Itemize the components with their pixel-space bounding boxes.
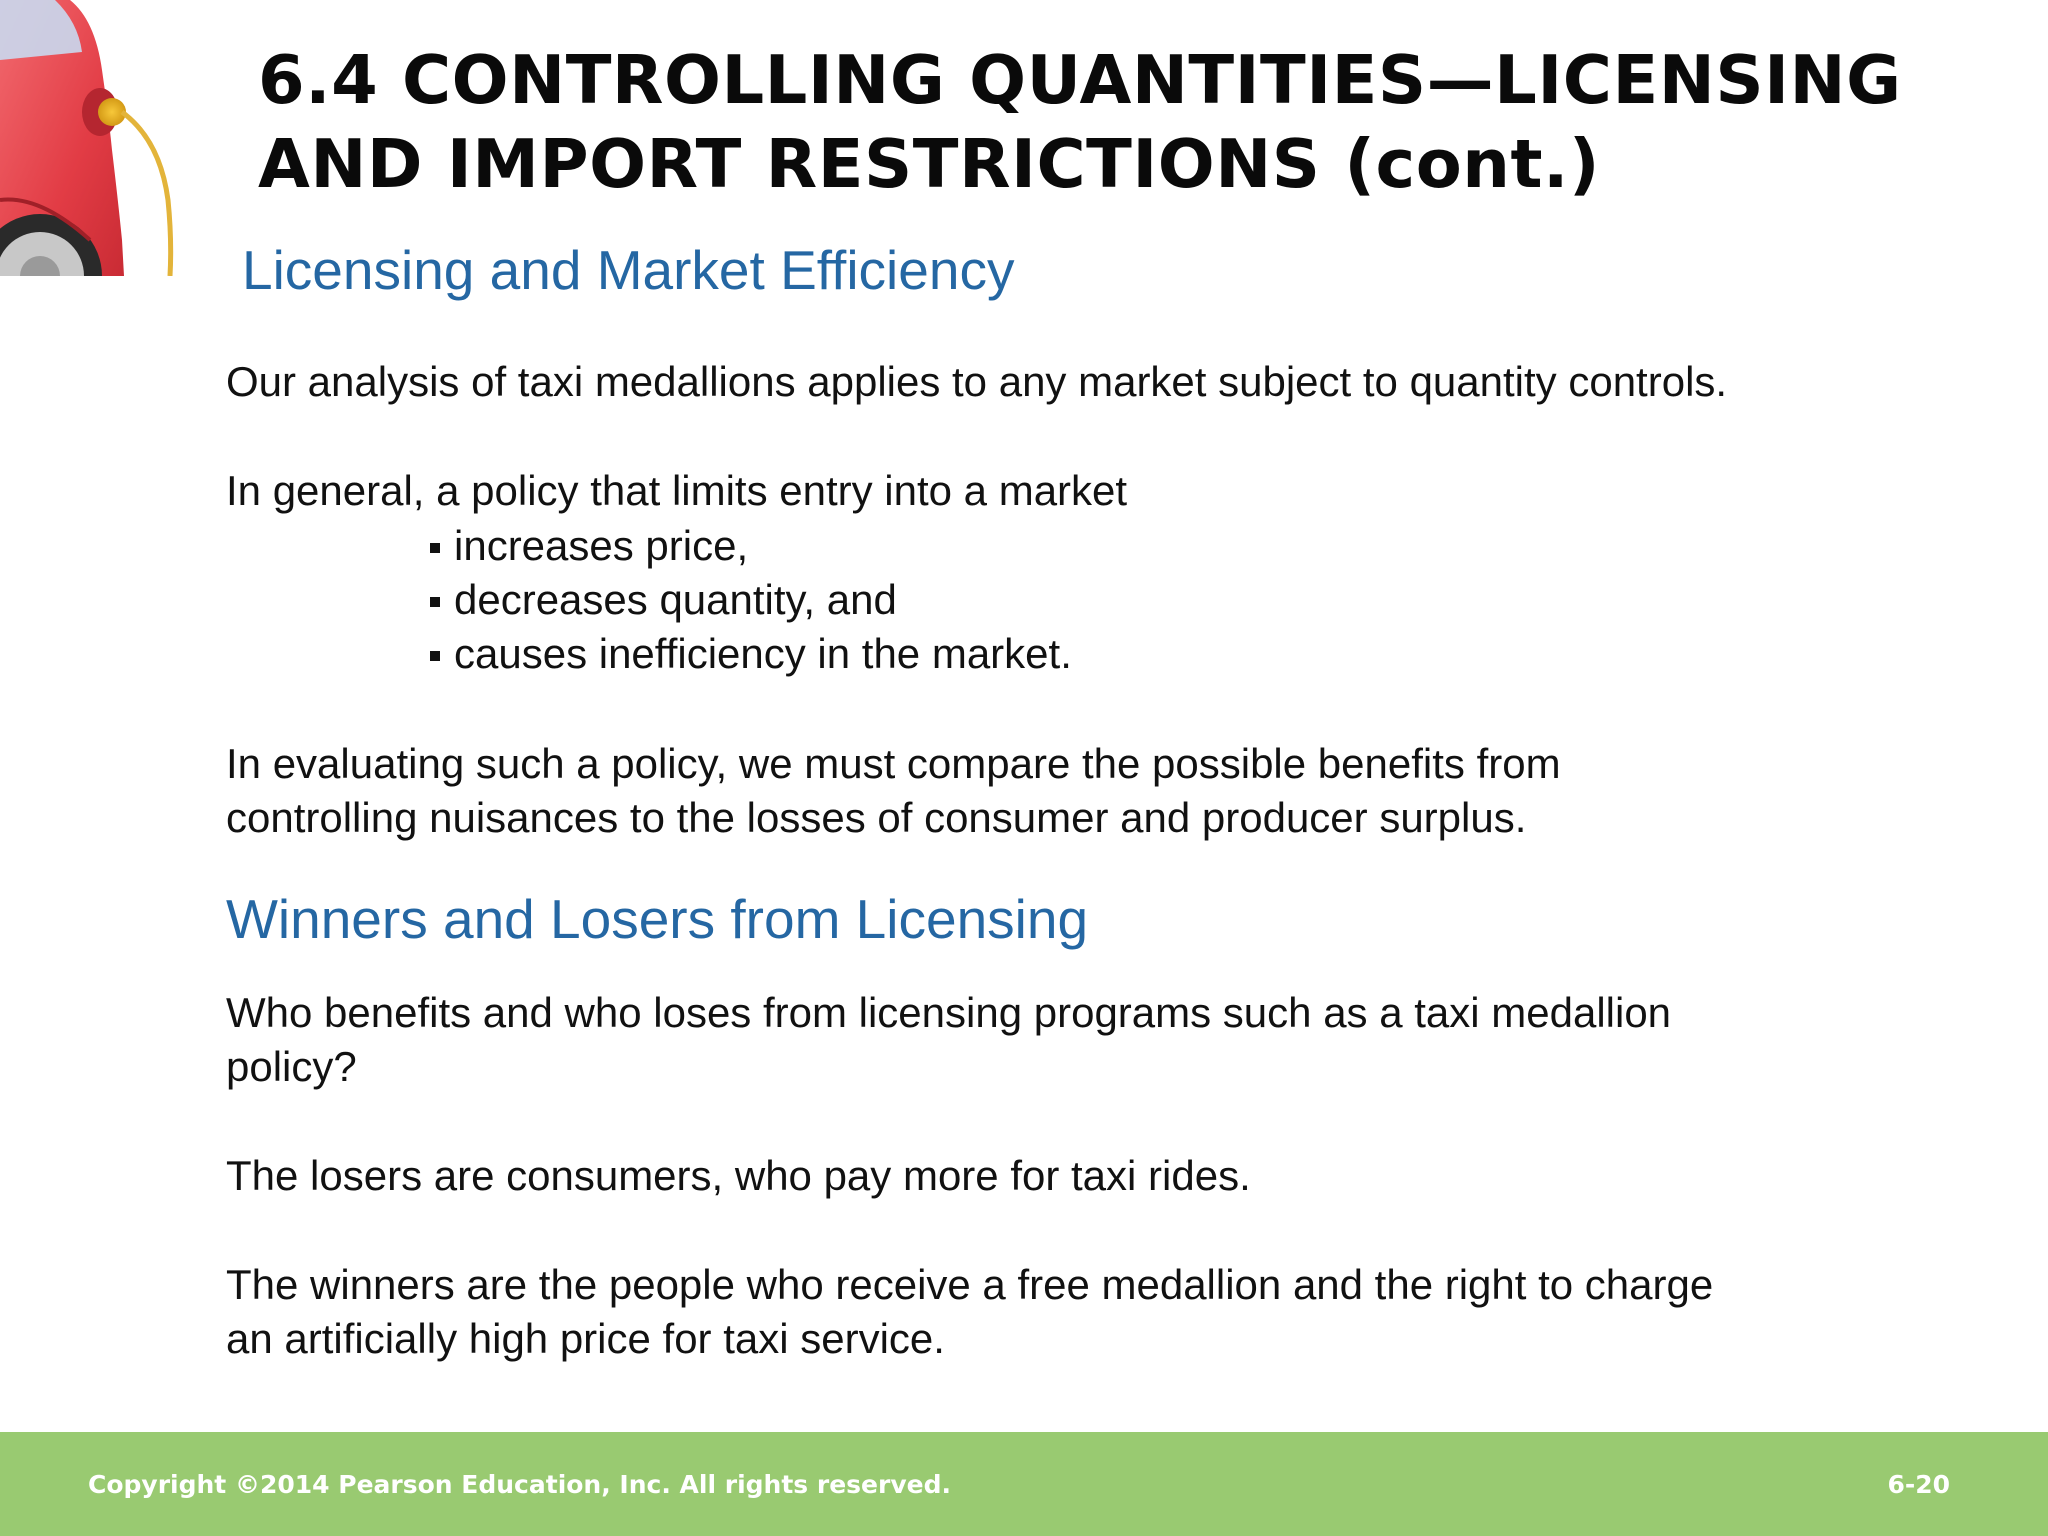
page-number: 6-20 xyxy=(1887,1470,1950,1499)
paragraph-line: The winners are the people who receive a free medallion and the right to charge xyxy=(226,1261,1714,1308)
paragraph-line: In general, a policy that limits entry into a market xyxy=(226,467,1128,514)
square-bullet-icon xyxy=(430,543,440,553)
effects-bullet-list xyxy=(430,519,1072,681)
bullet-item xyxy=(430,573,1072,627)
paragraph-line: controlling nuisances to the losses of consumer and producer surplus. xyxy=(226,794,1527,841)
section-heading-winners-losers: Winners and Losers from Licensing xyxy=(226,888,1089,950)
bullet-text: causes inefficiency in the market. xyxy=(454,630,1072,677)
paragraph-line: The losers are consumers, who pay more for taxi rides. xyxy=(226,1152,1251,1199)
paragraph-losers xyxy=(226,1149,1251,1203)
square-bullet-icon xyxy=(430,651,440,661)
slide-title xyxy=(258,38,2018,206)
square-bullet-icon xyxy=(430,597,440,607)
paragraph-line: Who benefits and who loses from licensing programs such as a taxi medallion xyxy=(226,989,1672,1036)
bullet-item xyxy=(430,627,1072,681)
paragraph-policy-intro xyxy=(226,464,1127,518)
section-heading-licensing-efficiency: Licensing and Market Efficiency xyxy=(242,239,1015,301)
paragraph-winners xyxy=(226,1258,1713,1366)
paragraph-line: Our analysis of taxi medallions applies to any market subject to quantity controls. xyxy=(226,358,1728,405)
slide-title-line: AND IMPORT RESTRICTIONS (cont.) xyxy=(258,125,1601,203)
copyright-notice: Copyright ©2014 Pearson Education, Inc. All rights reserved. xyxy=(88,1470,951,1499)
bullet-item xyxy=(430,519,1072,573)
bullet-text: increases price, xyxy=(454,522,749,569)
paragraph-evaluating-policy xyxy=(226,737,1561,845)
slide-title-line: 6.4 CONTROLLING QUANTITIES—LICENSING xyxy=(258,41,1902,119)
paragraph-line: In evaluating such a policy, we must compare the possible benefits from xyxy=(226,740,1561,787)
paragraph-line: policy? xyxy=(226,1043,357,1090)
paragraph-who-benefits xyxy=(226,986,1671,1094)
paragraph-taxi-analysis xyxy=(226,355,1727,409)
electric-car-image xyxy=(0,0,182,276)
paragraph-line: an artificially high price for taxi service. xyxy=(226,1315,945,1362)
bullet-text: decreases quantity, and xyxy=(454,576,897,623)
